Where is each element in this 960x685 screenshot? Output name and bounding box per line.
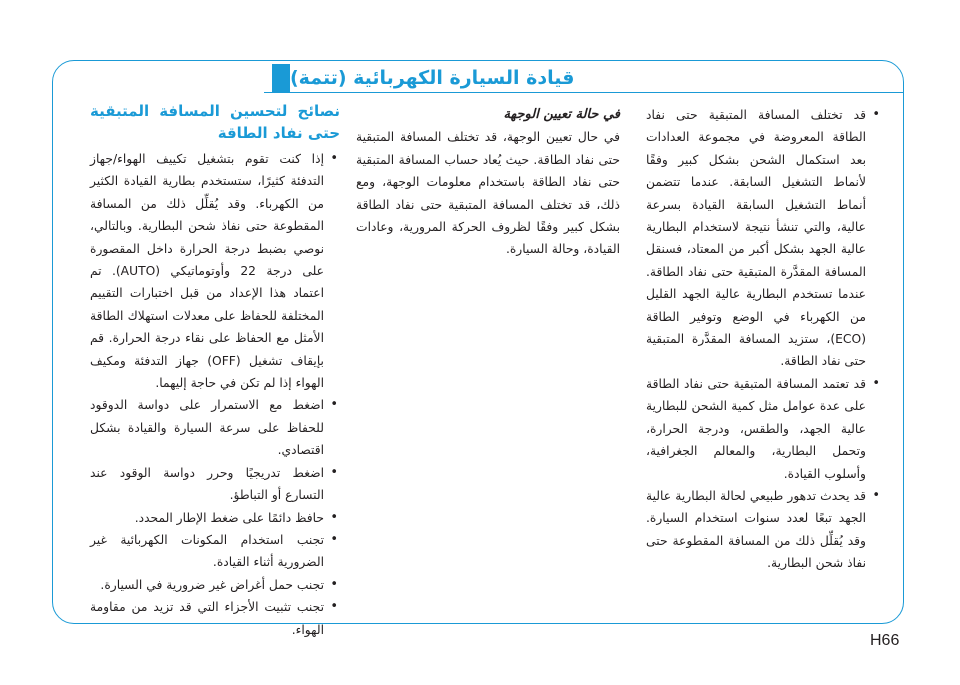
range-notes-list: [646, 104, 882, 575]
section-title: قيادة السيارة الكهربائية (تتمة): [290, 67, 575, 89]
column-right: [646, 104, 882, 575]
list-item: • تجنب تثبيت الأجزاء التي قد تزيد من مقاومة الهواء.: [90, 596, 324, 641]
list-item: • قد تختلف المسافة المتبقية حتى نفاد الطاقة المعروضة في مجموعة العدادات بعد استكمال الشحن بشكل كبير وفقًا لأنماط التشغيل السابقة. عندما تتضمن أنماط التشغيل السابقة القيادة بسرعة عالية، والتي تنشأ نتيجة لاستخدام البطارية عالية الجهد بشكل أكبر من المعتاد، فسنقل المسافة المقدَّرة المتبقية حتى نفاد الطاقة. عندما تستخدم البطارية عالية الجهد القليل من الكهرباء في الوضع وتوفير الطاقة (ECO)، ستزيد المسافة المقدَّرة المتبقية حتى نفاد الطاقة.: [646, 104, 866, 373]
page-number: H66: [870, 632, 900, 649]
list-item: • إذا كنت تقوم بتشغيل تكييف الهواء/جهاز التدفئة كثيرًا، ستستخدم بطارية القيادة الكثير من الكهرباء. وقد يُقلِّل ذلك من المسافة المقطوعة حتى نفاذ شحن البطارية. وبالتالي، نوصي بضبط درجة الحرارة داخل المقصورة على درجة 22 وأوتوماتيكي (AUTO). تم اعتماد هذا الإعداد من قبل اختبارات التقييم المختلفة للحفاظ على معدلات استهلاك الطاقة الأمثل مع الحفاظ على نقاء درجة الحرارة. قم بإيقاف تشغيل (OFF) جهاز التدفئة ومكيف الهواء إذا لم تكن في حاجة إليهما.: [90, 148, 324, 394]
column-left: [90, 104, 340, 641]
list-item: • تجنب حمل أغراض غير ضرورية في السيارة.: [90, 574, 324, 596]
list-item: • اضغط مع الاستمرار على دواسة الدوقود للحفاظ على سرعة السيارة والقيادة بشكل اقتصادي.: [90, 394, 324, 461]
destination-heading: في حالة تعيين الوجهة: [503, 107, 620, 122]
list-item: • قد يحدث تدهور طبيعي لحالة البطارية عالية الجهد تبعًا لعدد سنوات استخدام السيارة. وقد يُقلِّل ذلك من المسافة المقطوعة حتى نفاذ شحن البطارية.: [646, 485, 866, 575]
list-item: • قد تعتمد المسافة المتبقية حتى نفاد الطاقة على عدة عوامل مثل كمية الشحن للبطارية عالية الجهد، والطقس، ودرجة الحرارة، وتحمل البطارية، والمعالم الجغرافية، وأسلوب القيادة.: [646, 373, 866, 485]
section-title-bar: [264, 64, 904, 93]
list-item: • اضغط تدريجيًا وحرر دواسة الوقود عند التسارع أو التباطؤ.: [90, 462, 324, 507]
tips-list: [90, 148, 340, 641]
destination-paragraph: في حال تعيين الوجهة، قد تختلف المسافة المتبقية حتى نفاد الطاقة. حيث يُعاد حساب المسافة المتبقية حتى نفاد الطاقة باستخدام معلومات الوجهة، ومع ذلك، قد تختلف المسافة المتبقية حتى نفاد الطاقة بشكل كبير وفقًا لظروف الحركة المرورية، وعادات القيادة، وحالة السيارة.: [356, 130, 620, 257]
list-item: • تجنب استخدام المكونات الكهربائية غير الضرورية أثناء القيادة.: [90, 529, 324, 574]
column-middle: [356, 104, 620, 261]
tips-heading: نصائح لتحسين المسافة المتبقية حتى نفاد الطاقة: [90, 102, 340, 142]
title-accent-square: [272, 64, 290, 92]
list-item: • حافظ دائمًا على ضغط الإطار المحدد.: [90, 507, 324, 529]
